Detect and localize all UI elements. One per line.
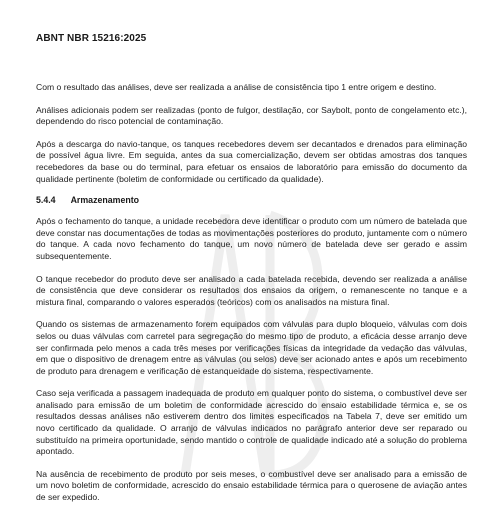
- section-number: 5.4.4: [36, 195, 56, 206]
- section-heading: [36, 195, 467, 205]
- paragraph: Análises adicionais podem ser realizadas (ponto de fulgor, destilação, cor Saybolt, ponto de congelamento etc.), dependendo do risco potencial de contaminação.: [36, 104, 467, 127]
- section-title: Armazenamento: [70, 195, 140, 206]
- paragraph: Após a descarga do navio-tanque, os tanques recebedores devem ser decantados e drenados para eliminação de possível água livre. Em seguida, antes da sua comercialização, devem ser obtidas amostras dos tanques recebedores da base ou do terminal, para efetuar os ensaios de laboratório para emissão do documento da qualidade pertinente (boletim de conformidade ou certificado da qualidade).: [36, 138, 467, 184]
- section-paragraph: Caso seja verificada a passagem inadequada de produto em qualquer ponto do sistema, o combustível deve ser analisado para emissão de um boletim de conformidade acrescido do ensaio estabilidade térmica e, se os resultados dessas análises não estiverem dentro dos limites especificados na Tabela 7, deve ser emitido um novo certificado da qualidade. O arranjo de válvulas indicados no parágrafo anterior deve ser reparado ou substituído na primeira oportunidade, sendo mantido o controle de qualidade indicado até a solução do problema apontado.: [36, 388, 467, 457]
- section-paragraph: O tanque recebedor do produto deve ser analisado a cada batelada recebida, devendo ser realizada a análise de consistência que deve considerar os resultados dos ensaios da origem, o remanescente no tanque e a mistura final, comparando o valores esperados (teóricos) com os analisados na mistura final.: [36, 273, 467, 307]
- section-paragraph: Após o fechamento do tanque, a unidade recebedora deve identificar o produto com um número de batelada que deve constar nas documentações de todas as movimentações posteriores do produto, juntamente com o número do tanque. A cada novo fechamento do tanque, um novo número de batelada deve ser gerado e assim subsequentemente.: [36, 216, 467, 261]
- paragraph: Com o resultado das análises, deve ser realizada a análise de consistência tipo 1 entre origem e destino.: [36, 82, 437, 92]
- section-paragraph: Na ausência de recebimento de produto por seis meses, o combustível deve ser analisado para a emissão de um novo boletim de conformidade, acrescido do ensaio estabilidade térmica para o querosene de aviação antes de ser expedido.: [36, 468, 467, 503]
- standard-title: ABNT NBR 15216:2025: [36, 33, 147, 44]
- document-body: [36, 82, 467, 515]
- section-paragraph: Quando os sistemas de armazenamento forem equipados com válvulas para duplo bloqueio, válvulas com dois selos ou duas válvulas com carretel para segregação do mesmo tipo de produto, a eficácia desse arranjo deve ser confirmada pelo menos a cada três meses por verificações físicas da integridade da vedação das válvulas, em que o dispositivo de drenagem entre as válvulas (ou selos) deve ser acionado antes e após um recebimento de produto para drenagem e verificação de estanqueidade do sistema, respectivamente.: [36, 319, 467, 376]
